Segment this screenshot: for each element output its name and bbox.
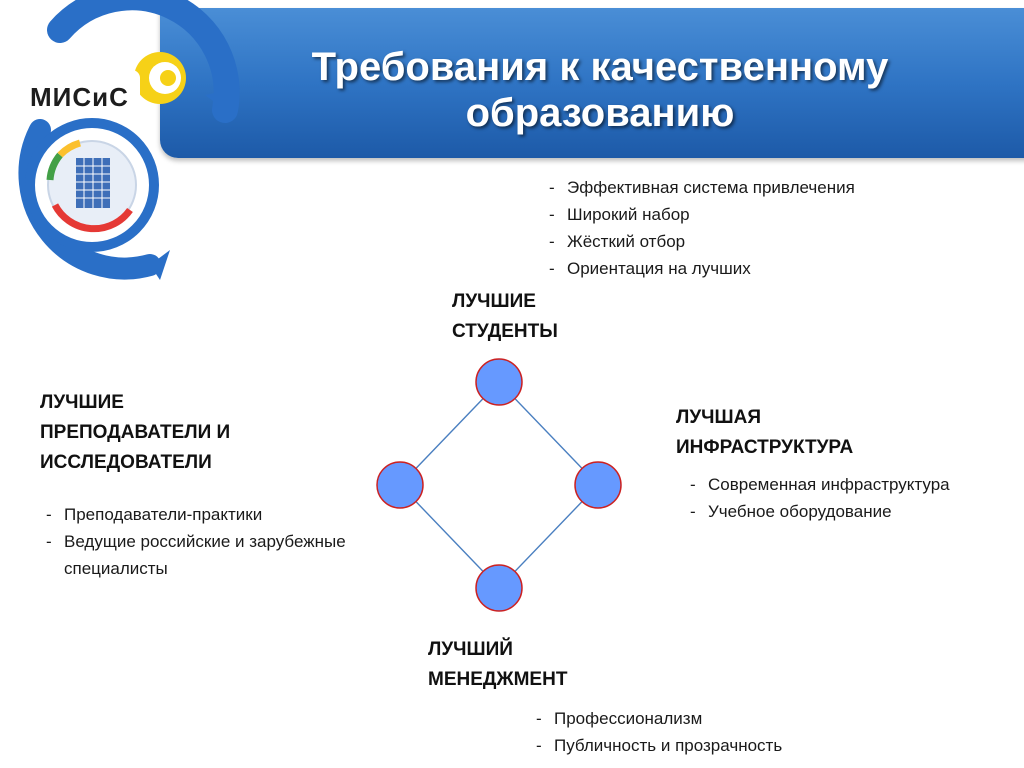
node-circle-teachers <box>377 462 423 508</box>
list-item: - Учебное оборудование <box>686 498 950 525</box>
page-title <box>240 44 960 136</box>
title-line-1: Требования к качественному <box>311 45 889 89</box>
logo-brand-text: МИСиС <box>30 82 129 112</box>
heading-line: МЕНЕДЖМЕНТ <box>428 669 568 690</box>
list-item: - Ориентация на лучших <box>545 255 855 282</box>
infrastructure-heading <box>676 403 853 463</box>
management-heading <box>428 635 567 695</box>
list-item: - Преподаватели-практики <box>42 501 422 528</box>
infrastructure-list <box>686 471 950 525</box>
list-item: - Жёсткий отбор <box>545 228 855 255</box>
list-item: - Профессионализм <box>532 705 782 732</box>
misis-logo <box>0 0 240 280</box>
node-circle-students <box>476 359 522 405</box>
heading-line: СТУДЕНТЫ <box>452 321 558 342</box>
heading-line: ПРЕПОДАВАТЕЛИ И <box>40 422 231 443</box>
heading-line: ИССЛЕДОВАТЕЛИ <box>40 452 212 473</box>
heading-line: ЛУЧШИЙ <box>428 639 513 660</box>
list-item: - Эффективная система привлечения <box>545 174 855 201</box>
list-item: - Широкий набор <box>545 201 855 228</box>
heading-line: ИНФРАСТРУКТУРА <box>676 437 854 458</box>
list-item: - Современная инфраструктура <box>686 471 950 498</box>
heading-line: ЛУЧШИЕ <box>452 291 536 312</box>
node-circle-management <box>476 565 522 611</box>
list-item: - Ведущие российские и зарубежные специалисты <box>42 528 422 582</box>
node-circle-infrastructure <box>575 462 621 508</box>
teachers-heading <box>40 388 230 478</box>
list-item: - Публичность и прозрачность <box>532 732 782 759</box>
diagram-edges <box>400 382 598 588</box>
students-heading <box>452 287 558 347</box>
diamond-diagram <box>360 350 650 620</box>
title-line-2: образованию <box>465 91 735 135</box>
students-list <box>545 174 855 282</box>
heading-line: ЛУЧШИЕ <box>40 392 124 413</box>
management-list <box>532 705 782 759</box>
heading-line: ЛУЧШАЯ <box>676 407 761 428</box>
